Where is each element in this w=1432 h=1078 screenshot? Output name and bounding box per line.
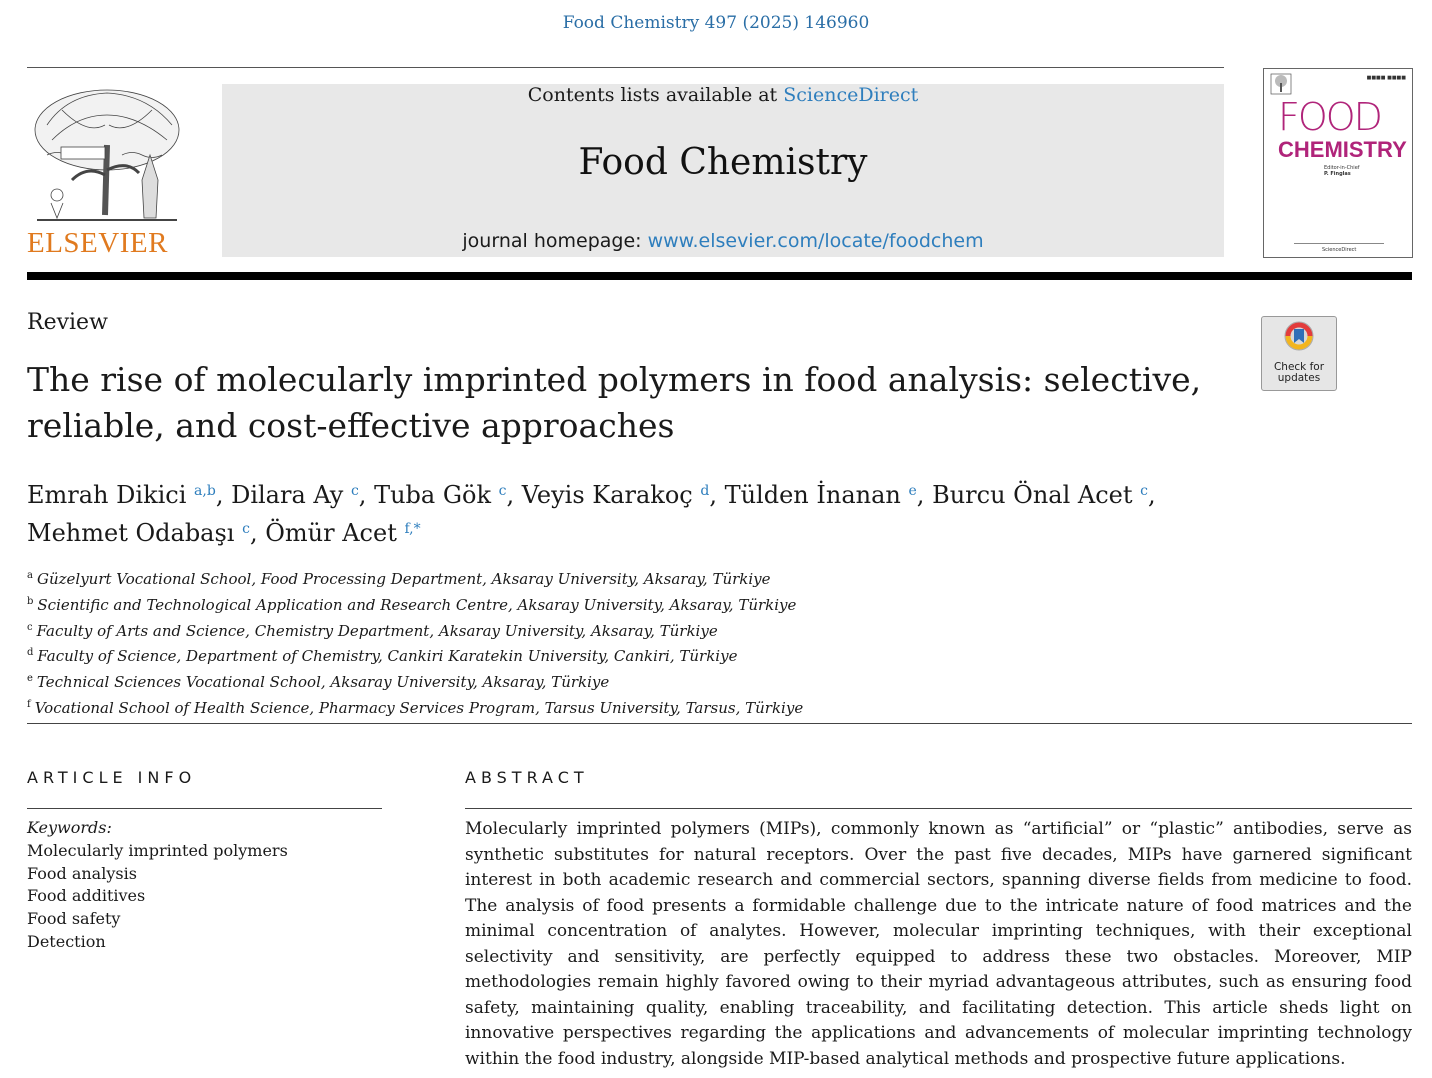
affiliation-item <box>27 591 803 617</box>
author[interactable] <box>265 519 420 547</box>
affiliation-text: Faculty of Arts and Science, Chemistry Department, Aksaray University, Aksaray, Türkiye <box>36 621 718 640</box>
author-name: Mehmet Odabaşı <box>27 519 235 547</box>
author-separator: , <box>249 519 266 547</box>
crossmark-icon <box>1284 321 1314 359</box>
author-list <box>27 474 1277 550</box>
author-name: Burcu Önal Acet <box>932 481 1133 509</box>
journal-citation[interactable]: Food Chemistry 497 (2025) 146960 <box>562 13 870 33</box>
journal-banner <box>222 84 1224 257</box>
affiliation-key: d <box>27 647 34 659</box>
homepage-line <box>222 230 1224 252</box>
author-separator: , <box>1148 481 1156 509</box>
sciencedirect-link[interactable]: ScienceDirect <box>783 84 919 106</box>
check-updates-line2: updates <box>1277 372 1321 384</box>
affiliation-text: Güzelyurt Vocational School, Food Processing Department, Aksaray University, Aksaray, Türkiye <box>36 570 771 588</box>
author[interactable] <box>27 481 231 509</box>
affiliation-key: f <box>27 698 31 710</box>
check-updates-label <box>1262 362 1336 384</box>
elsevier-wordmark: ELSEVIER <box>27 227 168 259</box>
contents-prefix: Contents lists available at <box>527 84 784 106</box>
affiliations-rule <box>27 723 1412 724</box>
author-affiliation-marker[interactable]: c <box>498 483 507 499</box>
author-separator: , <box>358 481 375 509</box>
affiliation-item <box>27 617 803 643</box>
cover-editor-label: Editor-in-Chief <box>1324 165 1360 171</box>
affiliation-item <box>27 668 803 694</box>
affiliation-key: b <box>27 595 34 607</box>
affiliation-list <box>27 565 803 720</box>
author-affiliation-marker[interactable]: a,b <box>194 483 216 499</box>
keyword-item[interactable]: Food safety <box>27 909 121 929</box>
cover-issn: ■■■■ ■■■■ <box>1366 75 1406 81</box>
keyword-item[interactable]: Molecularly imprinted polymers <box>27 840 288 860</box>
author-separator: , <box>709 481 725 509</box>
affiliation-key: a <box>27 570 33 581</box>
affiliation-text: Scientific and Technological Application and Research Centre, Aksaray University, Aksaray, Türkiye <box>37 595 797 614</box>
author-name: Veyis Karakoç <box>521 481 693 509</box>
journal-homepage-link[interactable]: www.elsevier.com/locate/foodchem <box>647 230 984 252</box>
affiliation-text: Technical Sciences Vocational School, Aksaray University, Aksaray, Türkiye <box>36 673 610 692</box>
author[interactable] <box>27 519 265 547</box>
elsevier-tree-icon <box>27 85 185 225</box>
mini-tree-icon <box>1270 73 1292 95</box>
affiliation-key: c <box>27 621 33 633</box>
author[interactable] <box>932 481 1156 509</box>
author-affiliation-marker[interactable]: c <box>1140 483 1149 499</box>
author-separator: , <box>215 481 232 509</box>
cover-footer: ScienceDirect <box>1322 247 1357 253</box>
keywords-label: Keywords: <box>27 818 112 837</box>
affiliation-item <box>27 565 803 591</box>
abstract-rule <box>465 808 1412 809</box>
author-affiliation-marker[interactable]: c <box>242 521 250 537</box>
keyword-item[interactable]: Detection <box>27 931 106 951</box>
affiliation-text: Faculty of Science, Department of Chemistry, Cankiri Karatekin University, Cankiri, Türkiye <box>37 647 738 666</box>
keyword-item[interactable]: Food additives <box>27 886 146 906</box>
author[interactable] <box>522 481 725 509</box>
abstract-heading: ABSTRACT <box>465 768 589 787</box>
author-affiliation-marker[interactable]: f,* <box>404 521 421 537</box>
author-affiliation-marker[interactable]: d <box>700 483 710 499</box>
contents-line <box>222 84 1224 106</box>
affiliation-text: Vocational School of Health Science, Pharmacy Services Program, Tarsus University, Tarsus, Türkiye <box>34 698 804 717</box>
affiliation-item <box>27 642 803 668</box>
cover-footer-rule <box>1294 243 1384 244</box>
author-separator: , <box>506 481 522 509</box>
author-name: Tuba Gök <box>374 481 491 509</box>
keyword-item[interactable]: Food analysis <box>27 863 137 883</box>
header-rule <box>27 67 1224 68</box>
author-name: Dilara Ay <box>231 481 344 509</box>
author-affiliation-marker[interactable]: e <box>908 483 917 499</box>
article-info-heading: ARTICLE INFO <box>27 768 197 787</box>
author-name: Ömür Acet <box>265 519 397 547</box>
cover-food-word: FOOD <box>1278 95 1381 139</box>
journal-title: Food Chemistry <box>578 142 868 183</box>
author[interactable] <box>374 481 522 509</box>
check-updates-line1: Check for <box>1273 361 1325 373</box>
article-info-rule <box>27 808 382 809</box>
affiliation-key: e <box>27 673 33 685</box>
author[interactable] <box>725 481 932 509</box>
author-affiliation-marker[interactable]: c <box>350 483 359 499</box>
check-for-updates-button[interactable] <box>1261 316 1337 391</box>
masthead-thick-rule <box>27 272 1412 280</box>
cover-chemistry-word: CHEMISTRY <box>1278 137 1407 162</box>
cover-editor-name: P. Finglas <box>1324 171 1351 177</box>
author[interactable] <box>231 481 374 509</box>
affiliation-item <box>27 694 803 720</box>
homepage-prefix: journal homepage: <box>462 230 648 252</box>
elsevier-logo[interactable] <box>27 85 185 260</box>
abstract-text: Molecularly imprinted polymers (MIPs), commonly known as “artificial” or “plastic” antibodies, serve as synthetic substitutes for natural receptors. Over the past five decades, MIPs have garnered significant interest in both academic research and commercial sectors, spanning diverse fields from medicine to food. The analysis of food presents a formidable challenge due to the intricate nature of food matrices and the minimal concentration of analytes. However, molecular imprinting techniques, with their exceptional selectivity and sensitivity, are perfectly equipped to address these two obstacles. Moreover, MIP methodologies remain highly favored owing to their myriad advantageous attributes, such as ensuring food safety, maintaining quality, enabling traceability, and facilitating detection. This article sheds light on innovative perspectives regarding the applications and advancements of molecular imprinting technology within the food industry, alongside MIP-based analytical methods and prospective future applications. <box>465 819 1412 1069</box>
author-name: Tülden İnanan <box>724 481 901 509</box>
journal-cover-thumbnail[interactable] <box>1263 68 1413 258</box>
article-type: Review <box>27 310 108 335</box>
author-separator: , <box>916 481 933 509</box>
keywords-block <box>27 817 288 954</box>
author-name: Emrah Dikici <box>27 481 187 509</box>
article-title: The rise of molecularly imprinted polymers in food analysis: selective, reliable, and cost-effective approaches <box>27 360 1202 445</box>
